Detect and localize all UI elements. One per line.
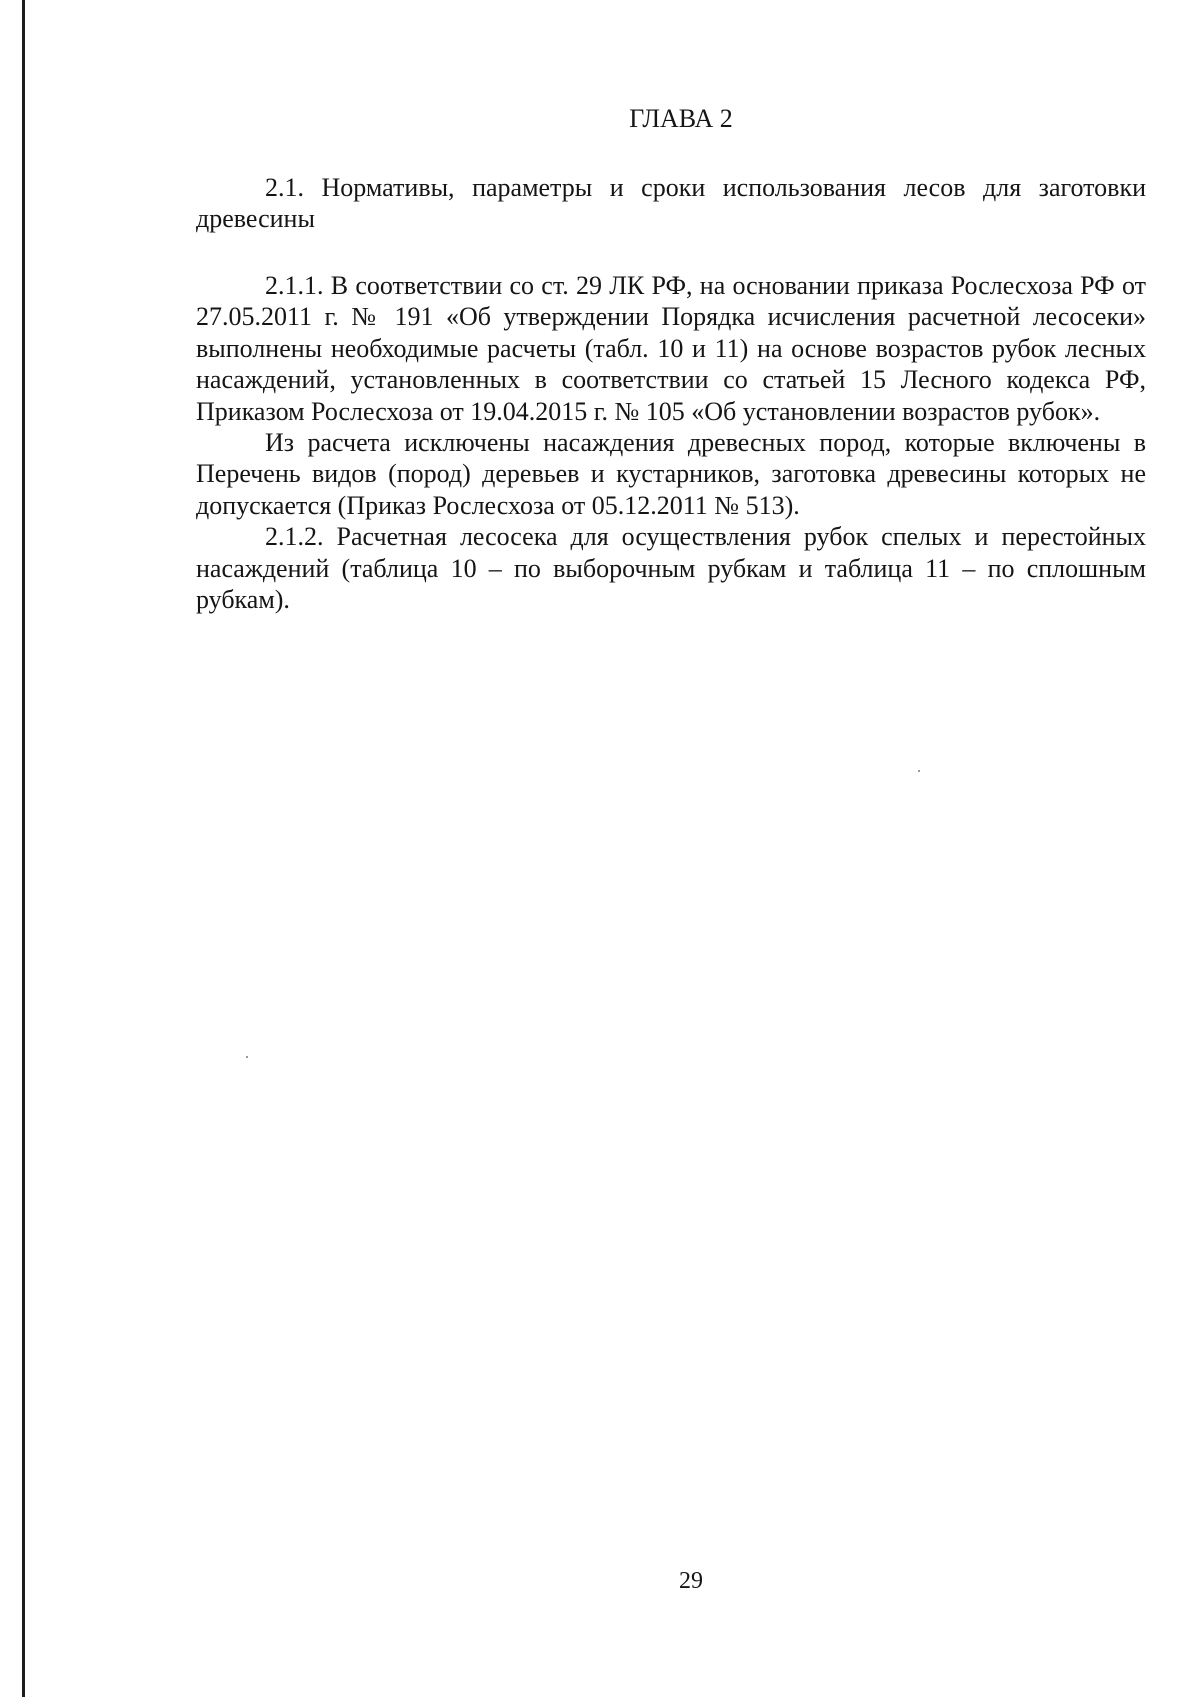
section-title: 2.1. Нормативы, параметры и сроки использования лесов для заготовки древесины bbox=[196, 173, 1146, 233]
paragraph-exclusions: Из расчета исключены насаждения древесных пород, которые включены в Перечень видов (пород) деревьев и кустарников, заготовка древесины которых не допускается (Приказ Рослесхоза от 05.12.2011 № 513). bbox=[196, 428, 1146, 520]
scan-speck bbox=[918, 770, 920, 772]
body-text bbox=[196, 270, 1146, 615]
chapter-heading: ГЛАВА 2 bbox=[629, 104, 733, 133]
scan-left-edge bbox=[22, 0, 25, 1697]
page-number: 29 bbox=[679, 1568, 703, 1594]
paragraph-2-1-1: 2.1.1. В соответствии со ст. 29 ЛК РФ, на основании приказа Рослесхоза РФ от 27.05.2011 г. № 191 «Об утверждении Порядка исчисления расчетной лесосеки» выполнены необходимые расчеты (табл. 10 и 11) на основе возрастов рубок лесных насаждений, установленных в соответствии со статьей 15 Лесного кодекса РФ, Приказом Рослесхоза от 19.04.2015 г. № 105 «Об установлении возрастов рубок». bbox=[196, 271, 1146, 426]
scan-speck bbox=[246, 1056, 248, 1058]
paragraph-2-1-2: 2.1.2. Расчетная лесосека для осуществления рубок спелых и перестойных насаждений (таблица 10 – по выборочным рубкам и таблица 11 – по сплошным рубкам). bbox=[196, 522, 1146, 615]
